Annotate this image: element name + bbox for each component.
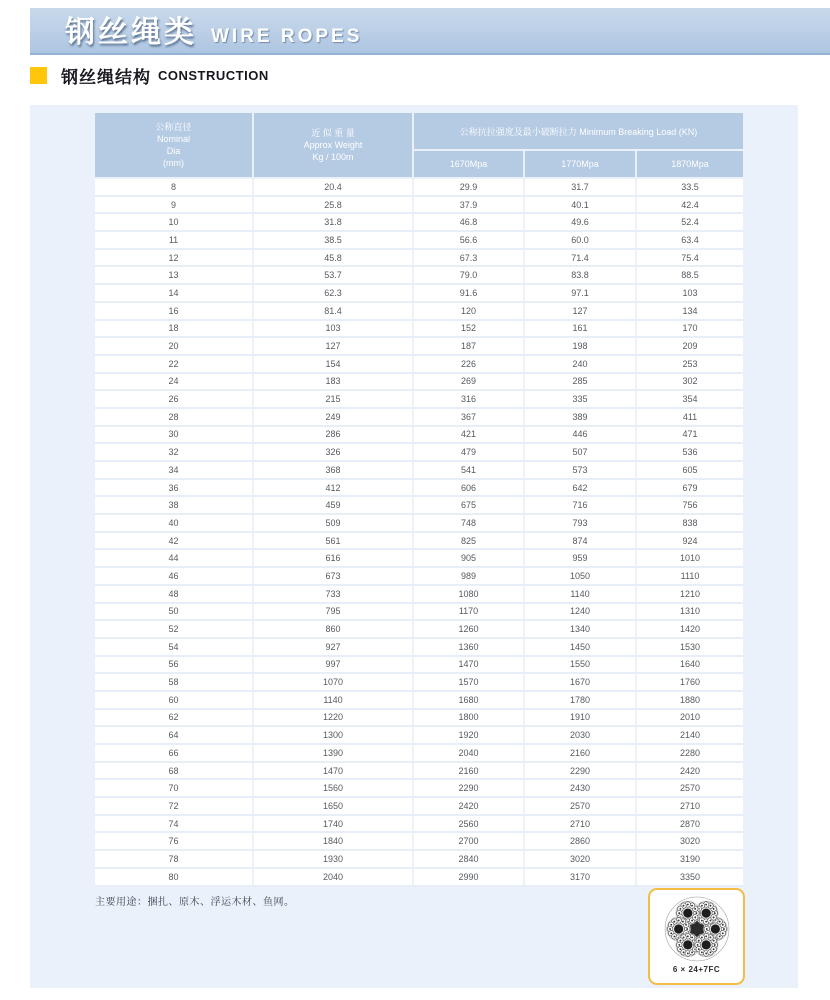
mbl-1670-cell: 1920: [413, 726, 524, 744]
table-row: [95, 231, 743, 249]
mbl-1870-cell: 924: [636, 532, 743, 550]
weight-cell: 561: [253, 532, 413, 550]
mbl-1870-cell: 838: [636, 514, 743, 532]
mbl-1670-cell: 989: [413, 567, 524, 585]
mbl-1870-cell: 209: [636, 337, 743, 355]
yellow-square-marker: [30, 67, 47, 84]
mbl-1870-cell: 33.5: [636, 178, 743, 196]
dia-cell: 10: [95, 213, 253, 231]
table-row: [95, 532, 743, 550]
mbl-1770-cell: 573: [524, 461, 636, 479]
mbl-1870-cell: 1640: [636, 656, 743, 674]
table-row: [95, 691, 743, 709]
dia-cell: 44: [95, 549, 253, 567]
mbl-1770-cell: 161: [524, 320, 636, 338]
dia-cell: 8: [95, 178, 253, 196]
mbl-1870-cell: 3020: [636, 832, 743, 850]
dia-cell: 13: [95, 266, 253, 284]
section-title-zh: 钢丝绳结构: [61, 67, 151, 87]
mbl-1670-cell: 825: [413, 532, 524, 550]
rope-construction-label: 6 × 24+7FC: [672, 965, 721, 974]
weight-cell: 927: [253, 638, 413, 656]
mbl-1770-cell: 2030: [524, 726, 636, 744]
mbl-1670-cell: 91.6: [413, 284, 524, 302]
table-row: [95, 355, 743, 373]
mbl-1870-cell: 536: [636, 443, 743, 461]
mbl-1870-cell: 1880: [636, 691, 743, 709]
mbl-1670-cell: 2560: [413, 815, 524, 833]
mbl-1770-cell: 1240: [524, 603, 636, 621]
header-line-zh: 近 似 重 量: [311, 128, 355, 138]
mbl-1870-cell: 471: [636, 426, 743, 444]
dia-cell: 48: [95, 585, 253, 603]
header-line-en: Nominal: [156, 134, 190, 144]
weight-cell: 1650: [253, 797, 413, 815]
mbl-1770-cell: 874: [524, 532, 636, 550]
weight-cell: 1140: [253, 691, 413, 709]
mbl-1870-cell: 1310: [636, 603, 743, 621]
weight-cell: 1740: [253, 815, 413, 833]
dia-cell: 56: [95, 656, 253, 674]
table-body: [95, 178, 743, 886]
mbl-1670-cell: 479: [413, 443, 524, 461]
weight-cell: 1930: [253, 850, 413, 868]
mbl-1870-cell: 134: [636, 302, 743, 320]
wire-rope-spec-table: [95, 113, 743, 887]
weight-cell: 616: [253, 549, 413, 567]
mbl-1870-cell: 1530: [636, 638, 743, 656]
mbl-1670-cell: 1470: [413, 656, 524, 674]
weight-cell: 1470: [253, 762, 413, 780]
mbl-1770-cell: 335: [524, 390, 636, 408]
mbl-1770-cell: 127: [524, 302, 636, 320]
mbl-1670-cell: 187: [413, 337, 524, 355]
mbl-1770-cell: 1050: [524, 567, 636, 585]
mbl-1870-cell: 2420: [636, 762, 743, 780]
header-line-en: (mm): [163, 158, 184, 168]
section-title-en: CONSTRUCTION: [158, 67, 269, 83]
dia-cell: 74: [95, 815, 253, 833]
mbl-1670-cell: 67.3: [413, 249, 524, 267]
mbl-1670-cell: 1800: [413, 709, 524, 727]
mbl-1670-cell: 2040: [413, 744, 524, 762]
mbl-1770-cell: 97.1: [524, 284, 636, 302]
table-row: [95, 213, 743, 231]
dia-cell: 26: [95, 390, 253, 408]
mbl-1670-cell: 2990: [413, 868, 524, 886]
dia-cell: 80: [95, 868, 253, 886]
dia-cell: 54: [95, 638, 253, 656]
table-row: [95, 196, 743, 214]
mbl-1670-cell: 37.9: [413, 196, 524, 214]
mbl-1870-cell: 1760: [636, 673, 743, 691]
mbl-1870-cell: 354: [636, 390, 743, 408]
mbl-1670-cell: 1570: [413, 673, 524, 691]
weight-cell: 183: [253, 373, 413, 391]
mbl-1870-cell: 42.4: [636, 196, 743, 214]
table-row: [95, 585, 743, 603]
mbl-1670-cell: 2700: [413, 832, 524, 850]
mbl-1670-cell: 2420: [413, 797, 524, 815]
col-header-min-breaking-load: 公称抗拉强度及最小破断拉力 Minimum Breaking Load (KN): [413, 113, 743, 150]
mbl-1770-cell: 2160: [524, 744, 636, 762]
dia-cell: 72: [95, 797, 253, 815]
col-header-grade-1770: 1770Mpa: [524, 150, 636, 178]
weight-cell: 249: [253, 408, 413, 426]
mbl-1770-cell: 959: [524, 549, 636, 567]
weight-cell: 795: [253, 603, 413, 621]
mbl-1870-cell: 1110: [636, 567, 743, 585]
mbl-1770-cell: 31.7: [524, 178, 636, 196]
col-header-grade-1670: 1670Mpa: [413, 150, 524, 178]
dia-cell: 76: [95, 832, 253, 850]
weight-cell: 509: [253, 514, 413, 532]
dia-cell: 34: [95, 461, 253, 479]
banner-title-en: WIRE ROPES: [211, 26, 363, 48]
mbl-1670-cell: 152: [413, 320, 524, 338]
mbl-1770-cell: 2290: [524, 762, 636, 780]
mbl-1770-cell: 3170: [524, 868, 636, 886]
dia-cell: 60: [95, 691, 253, 709]
mbl-1770-cell: 60.0: [524, 231, 636, 249]
weight-cell: 1840: [253, 832, 413, 850]
mbl-1870-cell: 302: [636, 373, 743, 391]
dia-cell: 18: [95, 320, 253, 338]
weight-cell: 215: [253, 390, 413, 408]
mbl-1770-cell: 642: [524, 479, 636, 497]
dia-cell: 70: [95, 779, 253, 797]
table-row: [95, 567, 743, 585]
mbl-1770-cell: 1140: [524, 585, 636, 603]
dia-cell: 9: [95, 196, 253, 214]
dia-cell: 36: [95, 479, 253, 497]
dia-cell: 28: [95, 408, 253, 426]
mbl-1770-cell: 1340: [524, 620, 636, 638]
mbl-1870-cell: 2280: [636, 744, 743, 762]
weight-cell: 2040: [253, 868, 413, 886]
table-row: [95, 408, 743, 426]
mbl-1870-cell: 3350: [636, 868, 743, 886]
banner-title-zh: 钢丝绳类: [65, 16, 197, 49]
mbl-1870-cell: 2140: [636, 726, 743, 744]
table-row: [95, 673, 743, 691]
mbl-1770-cell: 2710: [524, 815, 636, 833]
mbl-1670-cell: 120: [413, 302, 524, 320]
weight-cell: 25.8: [253, 196, 413, 214]
mbl-1670-cell: 675: [413, 496, 524, 514]
header-line-zh: 公称直径: [155, 122, 192, 132]
dia-cell: 14: [95, 284, 253, 302]
table-row: [95, 266, 743, 284]
dia-cell: 30: [95, 426, 253, 444]
table-row: [95, 726, 743, 744]
weight-cell: 286: [253, 426, 413, 444]
mbl-1870-cell: 1210: [636, 585, 743, 603]
weight-cell: 1070: [253, 673, 413, 691]
mbl-1670-cell: 748: [413, 514, 524, 532]
table-row: [95, 178, 743, 196]
mbl-1870-cell: 1420: [636, 620, 743, 638]
weight-cell: 412: [253, 479, 413, 497]
weight-cell: 1560: [253, 779, 413, 797]
table-row: [95, 603, 743, 621]
mbl-1870-cell: 2870: [636, 815, 743, 833]
mbl-1870-cell: 411: [636, 408, 743, 426]
header-line-en: Approx Weight: [303, 140, 363, 150]
content-panel: [30, 105, 798, 988]
page-banner: [30, 8, 830, 55]
table-row: [95, 549, 743, 567]
weight-cell: 326: [253, 443, 413, 461]
weight-cell: 733: [253, 585, 413, 603]
mbl-1670-cell: 2160: [413, 762, 524, 780]
usage-note: 主要用途：捆扎、原木、浮运木材、鱼网。: [95, 897, 295, 908]
weight-cell: 1390: [253, 744, 413, 762]
col-header-approx-weight: [253, 113, 413, 178]
mbl-1870-cell: 3190: [636, 850, 743, 868]
mbl-1770-cell: 71.4: [524, 249, 636, 267]
dia-cell: 46: [95, 567, 253, 585]
weight-cell: 38.5: [253, 231, 413, 249]
mbl-1670-cell: 905: [413, 549, 524, 567]
dia-cell: 62: [95, 709, 253, 727]
mbl-1870-cell: 170: [636, 320, 743, 338]
weight-cell: 127: [253, 337, 413, 355]
weight-cell: 154: [253, 355, 413, 373]
mbl-1870-cell: 103: [636, 284, 743, 302]
table-row: [95, 249, 743, 267]
mbl-1770-cell: 507: [524, 443, 636, 461]
table-row: [95, 850, 743, 868]
mbl-1670-cell: 316: [413, 390, 524, 408]
mbl-1770-cell: 1670: [524, 673, 636, 691]
table-row: [95, 762, 743, 780]
mbl-1770-cell: 198: [524, 337, 636, 355]
table-row: [95, 779, 743, 797]
weight-cell: 860: [253, 620, 413, 638]
rope-icon-box: [648, 888, 745, 985]
table-row: [95, 709, 743, 727]
mbl-1670-cell: 56.6: [413, 231, 524, 249]
dia-cell: 38: [95, 496, 253, 514]
mbl-1870-cell: 63.4: [636, 231, 743, 249]
mbl-1670-cell: 2290: [413, 779, 524, 797]
table-row: [95, 815, 743, 833]
table-row: [95, 337, 743, 355]
mbl-1670-cell: 1360: [413, 638, 524, 656]
header-line-en: Dia: [166, 146, 181, 156]
table-row: [95, 479, 743, 497]
table-row: [95, 514, 743, 532]
weight-cell: 81.4: [253, 302, 413, 320]
table-row: [95, 426, 743, 444]
mbl-1770-cell: 1780: [524, 691, 636, 709]
mbl-1870-cell: 2570: [636, 779, 743, 797]
table-row: [95, 797, 743, 815]
mbl-1770-cell: 1910: [524, 709, 636, 727]
mbl-1870-cell: 52.4: [636, 213, 743, 231]
mbl-1870-cell: 605: [636, 461, 743, 479]
dia-cell: 42: [95, 532, 253, 550]
col-header-grade-1870: 1870Mpa: [636, 150, 743, 178]
mbl-1870-cell: 1010: [636, 549, 743, 567]
mbl-1870-cell: 756: [636, 496, 743, 514]
mbl-1670-cell: 541: [413, 461, 524, 479]
mbl-1670-cell: 1170: [413, 603, 524, 621]
dia-cell: 64: [95, 726, 253, 744]
mbl-1870-cell: 253: [636, 355, 743, 373]
dia-cell: 32: [95, 443, 253, 461]
dia-cell: 78: [95, 850, 253, 868]
section-heading: [30, 62, 269, 88]
weight-cell: 31.8: [253, 213, 413, 231]
mbl-1770-cell: 240: [524, 355, 636, 373]
mbl-1770-cell: 40.1: [524, 196, 636, 214]
table-row: [95, 496, 743, 514]
mbl-1670-cell: 226: [413, 355, 524, 373]
mbl-1670-cell: 2840: [413, 850, 524, 868]
table-row: [95, 320, 743, 338]
dia-cell: 22: [95, 355, 253, 373]
weight-cell: 103: [253, 320, 413, 338]
mbl-1770-cell: 285: [524, 373, 636, 391]
dia-cell: 11: [95, 231, 253, 249]
mbl-1770-cell: 2860: [524, 832, 636, 850]
weight-cell: 459: [253, 496, 413, 514]
dia-cell: 66: [95, 744, 253, 762]
header-line-en: Kg / 100m: [312, 152, 354, 162]
mbl-1770-cell: 716: [524, 496, 636, 514]
table-row: [95, 744, 743, 762]
weight-cell: 1220: [253, 709, 413, 727]
mbl-1770-cell: 3020: [524, 850, 636, 868]
mbl-1670-cell: 269: [413, 373, 524, 391]
weight-cell: 368: [253, 461, 413, 479]
table-row: [95, 656, 743, 674]
mbl-1870-cell: 88.5: [636, 266, 743, 284]
dia-cell: 40: [95, 514, 253, 532]
dia-cell: 16: [95, 302, 253, 320]
table-row: [95, 373, 743, 391]
mbl-1670-cell: 79.0: [413, 266, 524, 284]
dia-cell: 24: [95, 373, 253, 391]
rope-cross-section-icon: [663, 895, 731, 963]
dia-cell: 58: [95, 673, 253, 691]
dia-cell: 50: [95, 603, 253, 621]
dia-cell: 52: [95, 620, 253, 638]
mbl-1870-cell: 679: [636, 479, 743, 497]
mbl-1670-cell: 1680: [413, 691, 524, 709]
weight-cell: 53.7: [253, 266, 413, 284]
dia-cell: 20: [95, 337, 253, 355]
dia-cell: 12: [95, 249, 253, 267]
mbl-1770-cell: 1450: [524, 638, 636, 656]
weight-cell: 45.8: [253, 249, 413, 267]
mbl-1770-cell: 83.8: [524, 266, 636, 284]
table-row: [95, 390, 743, 408]
table-row: [95, 868, 743, 886]
mbl-1670-cell: 606: [413, 479, 524, 497]
table-row: [95, 443, 743, 461]
table-row: [95, 638, 743, 656]
table-row: [95, 302, 743, 320]
mbl-1670-cell: 1260: [413, 620, 524, 638]
mbl-1770-cell: 389: [524, 408, 636, 426]
table-row: [95, 461, 743, 479]
mbl-1770-cell: 793: [524, 514, 636, 532]
col-header-nominal-dia: [95, 113, 253, 178]
mbl-1670-cell: 367: [413, 408, 524, 426]
mbl-1870-cell: 2710: [636, 797, 743, 815]
table-row: [95, 832, 743, 850]
mbl-1670-cell: 421: [413, 426, 524, 444]
mbl-1770-cell: 49.6: [524, 213, 636, 231]
weight-cell: 997: [253, 656, 413, 674]
dia-cell: 68: [95, 762, 253, 780]
table-row: [95, 284, 743, 302]
weight-cell: 1300: [253, 726, 413, 744]
mbl-1770-cell: 2570: [524, 797, 636, 815]
mbl-1670-cell: 29.9: [413, 178, 524, 196]
mbl-1770-cell: 1550: [524, 656, 636, 674]
mbl-1670-cell: 46.8: [413, 213, 524, 231]
mbl-1770-cell: 446: [524, 426, 636, 444]
table-row: [95, 620, 743, 638]
weight-cell: 20.4: [253, 178, 413, 196]
mbl-1770-cell: 2430: [524, 779, 636, 797]
weight-cell: 673: [253, 567, 413, 585]
mbl-1670-cell: 1080: [413, 585, 524, 603]
mbl-1870-cell: 2010: [636, 709, 743, 727]
weight-cell: 62.3: [253, 284, 413, 302]
mbl-1870-cell: 75.4: [636, 249, 743, 267]
